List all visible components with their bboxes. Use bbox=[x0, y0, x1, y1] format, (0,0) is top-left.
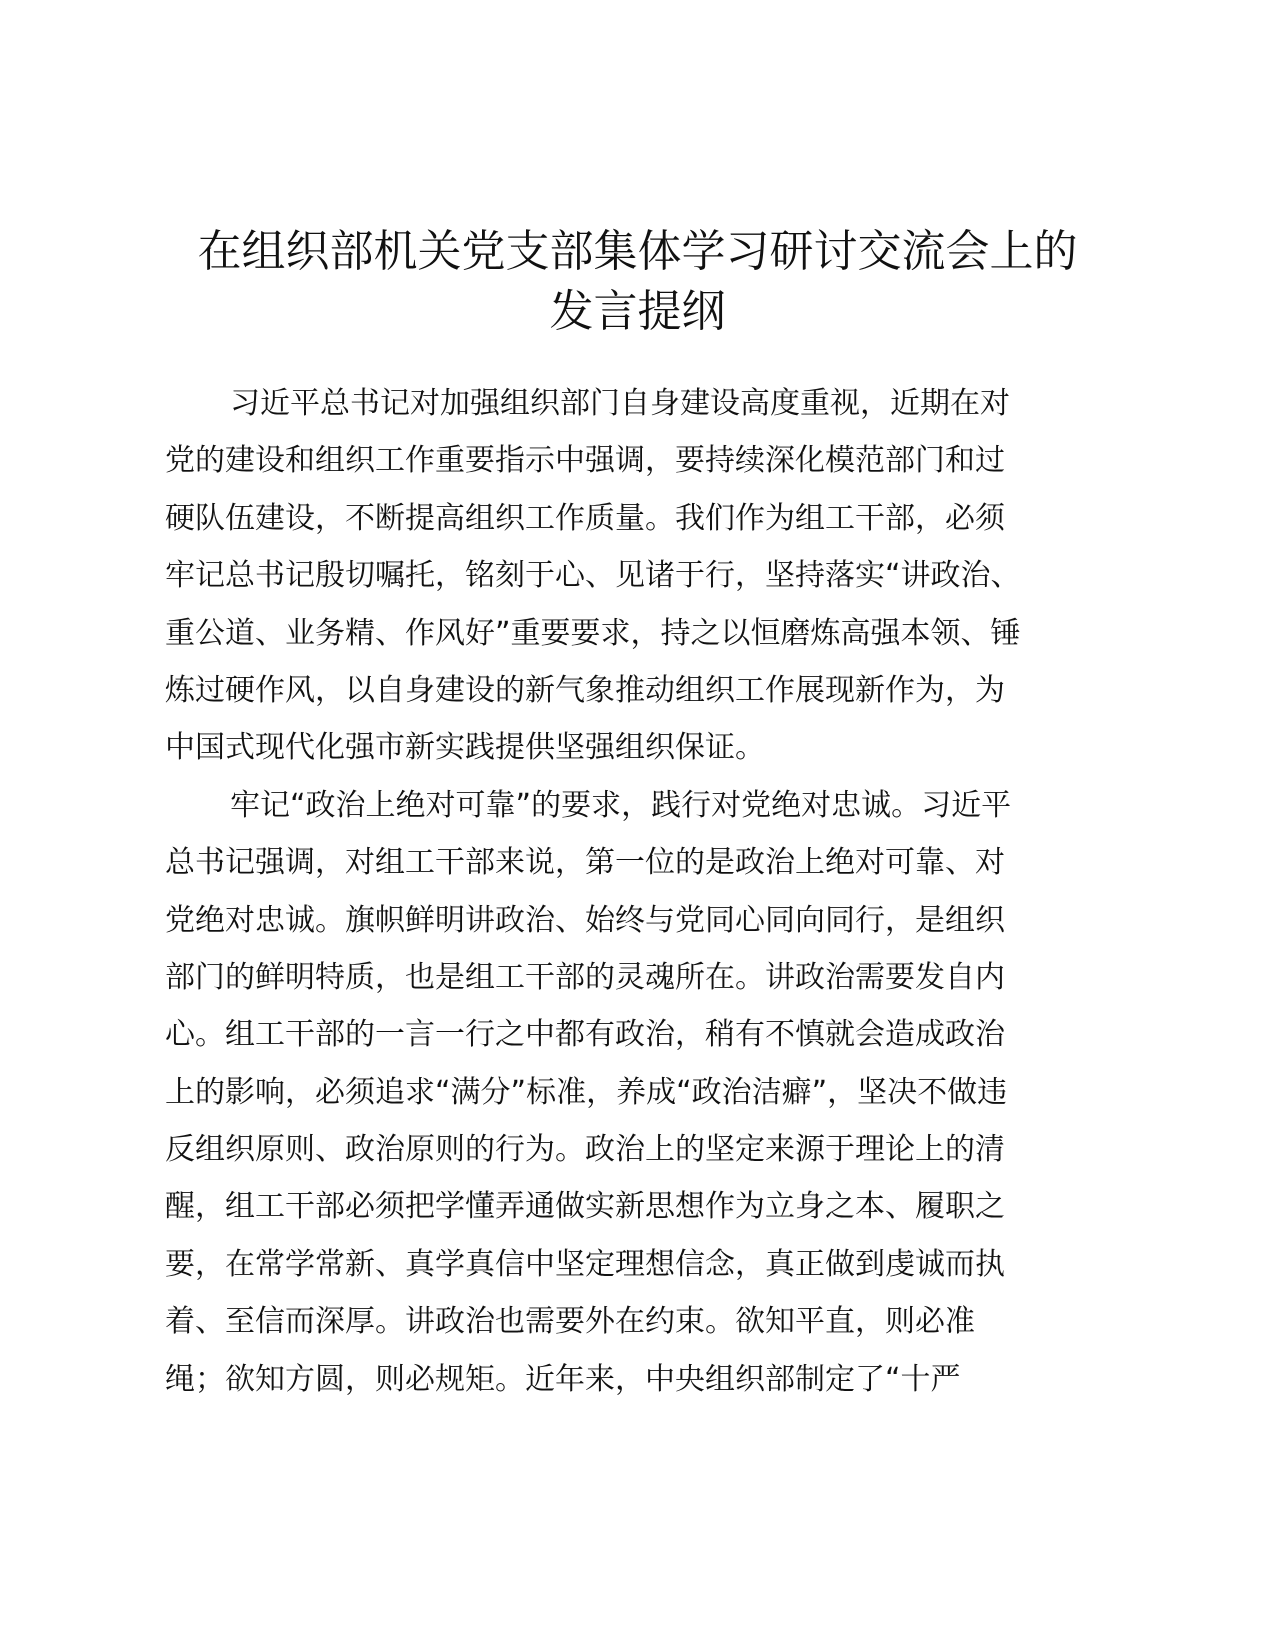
paragraph-1-line: 炼过硬作风，以自身建设的新气象推动组织工作展现新作为，为 bbox=[165, 672, 1005, 708]
paragraph-2-line: 醒，组工干部必须把学懂弄通做实新思想作为立身之本、履职之 bbox=[165, 1189, 1005, 1225]
paragraph-1-line: 重公道、业务精、作风好”重要要求，持之以恒磨炼高强本领、锤 bbox=[165, 615, 1021, 651]
paragraph-1-line: 习近平总书记对加强组织部门自身建设高度重视，近期在对 bbox=[230, 386, 1010, 421]
title-line-1: 在组织部机关党支部集体学习研讨交流会上的 bbox=[197, 226, 1078, 277]
paragraph-2-line: 部门的鲜明特质，也是组工干部的灵魂所在。讲政治需要发自内 bbox=[165, 959, 1005, 995]
paragraph-2-line: 党绝对忠诚。旗帜鲜明讲政治、始终与党同心同向同行，是组织 bbox=[165, 902, 1005, 938]
paragraph-1-line: 牢记总书记殷切嘱托，铭刻于心、见诸于行，坚持落实“讲政治、 bbox=[165, 558, 1021, 594]
paragraph-2-line: 着、至信而深厚。讲政治也需要外在约束。欲知平直，则必准 bbox=[165, 1304, 975, 1340]
paragraph-2-line: 上的影响，必须追求“满分”标准，养成“政治洁癖”，坚决不做违 bbox=[165, 1074, 1008, 1110]
paragraph-1-line: 硬队伍建设，不断提高组织工作质量。我们作为组工干部，必须 bbox=[165, 500, 1005, 536]
paragraph-2-line: 总书记强调，对组工干部来说，第一位的是政治上绝对可靠、对 bbox=[165, 845, 1005, 881]
document-body bbox=[165, 375, 1125, 1408]
paragraph-1-line: 党的建设和组织工作重要指示中强调，要持续深化模范部门和过 bbox=[165, 443, 1005, 479]
paragraph-2-line: 反组织原则、政治原则的行为。政治上的坚定来源于理论上的清 bbox=[165, 1132, 1005, 1168]
title-line-2: 发言提纲 bbox=[549, 286, 726, 337]
paragraph-2-line: 要，在常学常新、真学真信中坚定理想信念，真正做到虔诚而执 bbox=[165, 1246, 1005, 1282]
paragraph-2-line: 牢记“政治上绝对可靠”的要求，践行对党绝对忠诚。习近平 bbox=[230, 787, 1012, 823]
paragraph-2-line: 心。组工干部的一言一行之中都有政治，稍有不慎就会造成政治 bbox=[165, 1017, 1005, 1053]
paragraph-2-line: 绳；欲知方圆，则必规矩。近年来，中央组织部制定了“十严 bbox=[165, 1361, 961, 1397]
document-title bbox=[150, 222, 1125, 342]
paragraph-1-line: 中国式现代化强市新实践提供坚强组织保证。 bbox=[165, 730, 765, 766]
